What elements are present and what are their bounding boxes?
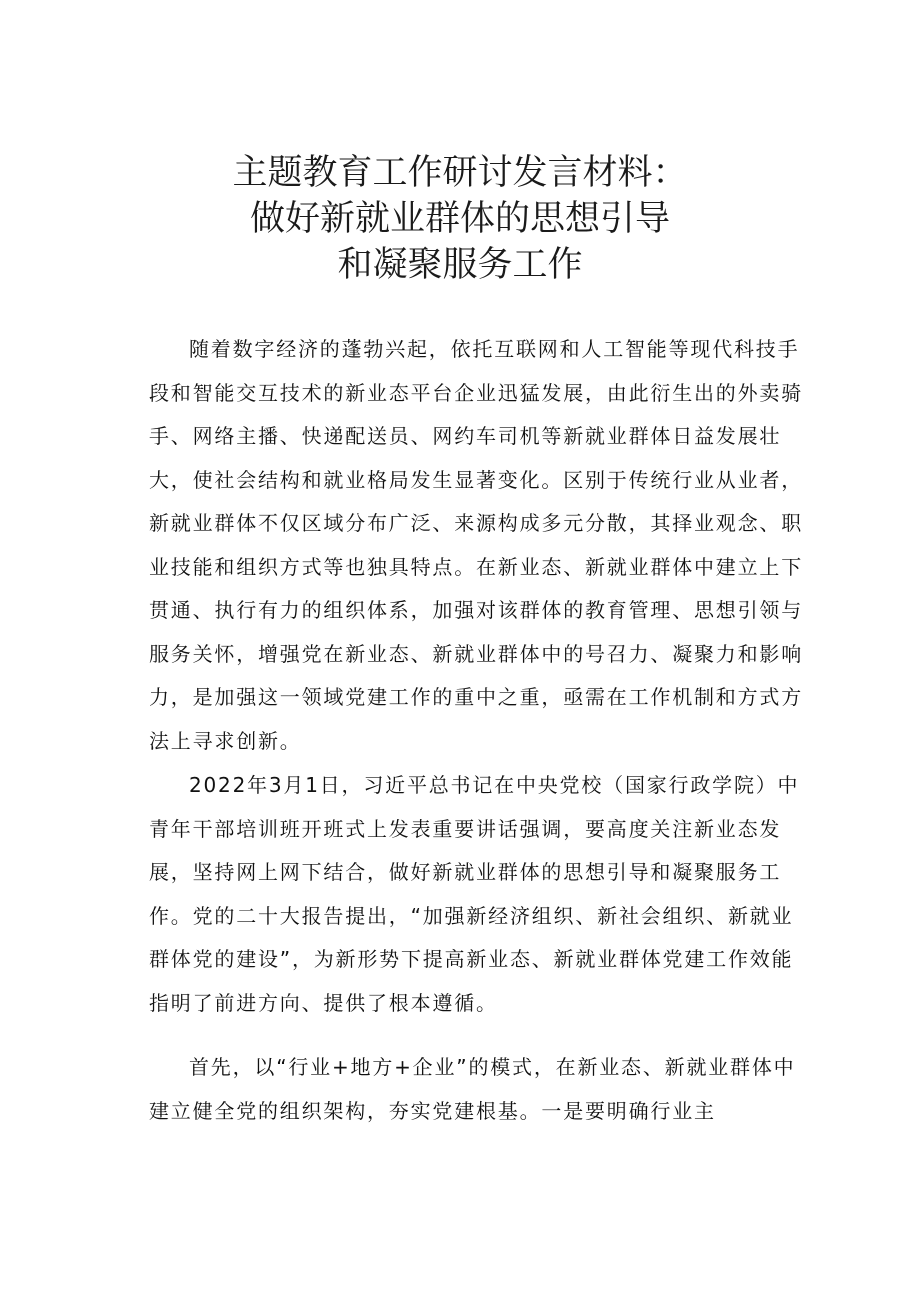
body-paragraph-3: 首先，以“行业+地方+企业”的模式，在新业态、新就业群体中建立健全党的组织架构，夯实党建根基。一是要明确行业主 [149,1055,796,1123]
body-paragraph-1: 随着数字经济的蓬勃兴起，依托互联网和人工智能等现代科技手段和智能交互技术的新业态平台企业迅猛发展，由此衍生出的外卖骑手、网络主播、快递配送员、网约车司机等新就业群体日益发展壮大，使社会结构和就业格局发生显著变化。区别于传统行业从业者，新就业群体不仅区域分布广泛、来源构成多元分散，其择业观念、职业技能和组织方式等也独具特点。在新业态、新就业群体中建立上下贯通、执行有力的组织体系，加强对该群体的教育管理、思想引领与服务关怀，增强党在新业态、新就业群体中的号召力、凝聚力和影响力，是加强这一领域党建工作的重中之重，亟需在工作机制和方式方法上寻求创新。 [149,337,803,753]
title-line-3: 和凝聚服务工作 [337,245,583,285]
title-line-2: 做好新就业群体的思想引导 [249,199,670,239]
document-title [0,150,920,288]
body-paragraph-2: 2022年3月1日，习近平总书记在中央党校（国家行政学院）中青年干部培训班开班式上发表重要讲话强调，要高度关注新业态发展，坚持网上网下结合，做好新就业群体的思想引导和凝聚服务工作。党的二十大报告提出，“加强新经济组织、新社会组织、新就业群体党的建设”，为新形势下提高新业态、新就业群体党建工作效能指明了前进方向、提供了根本遵循。 [149,773,800,1015]
title-line-1: 主题教育工作研讨发言材料： [232,153,688,193]
